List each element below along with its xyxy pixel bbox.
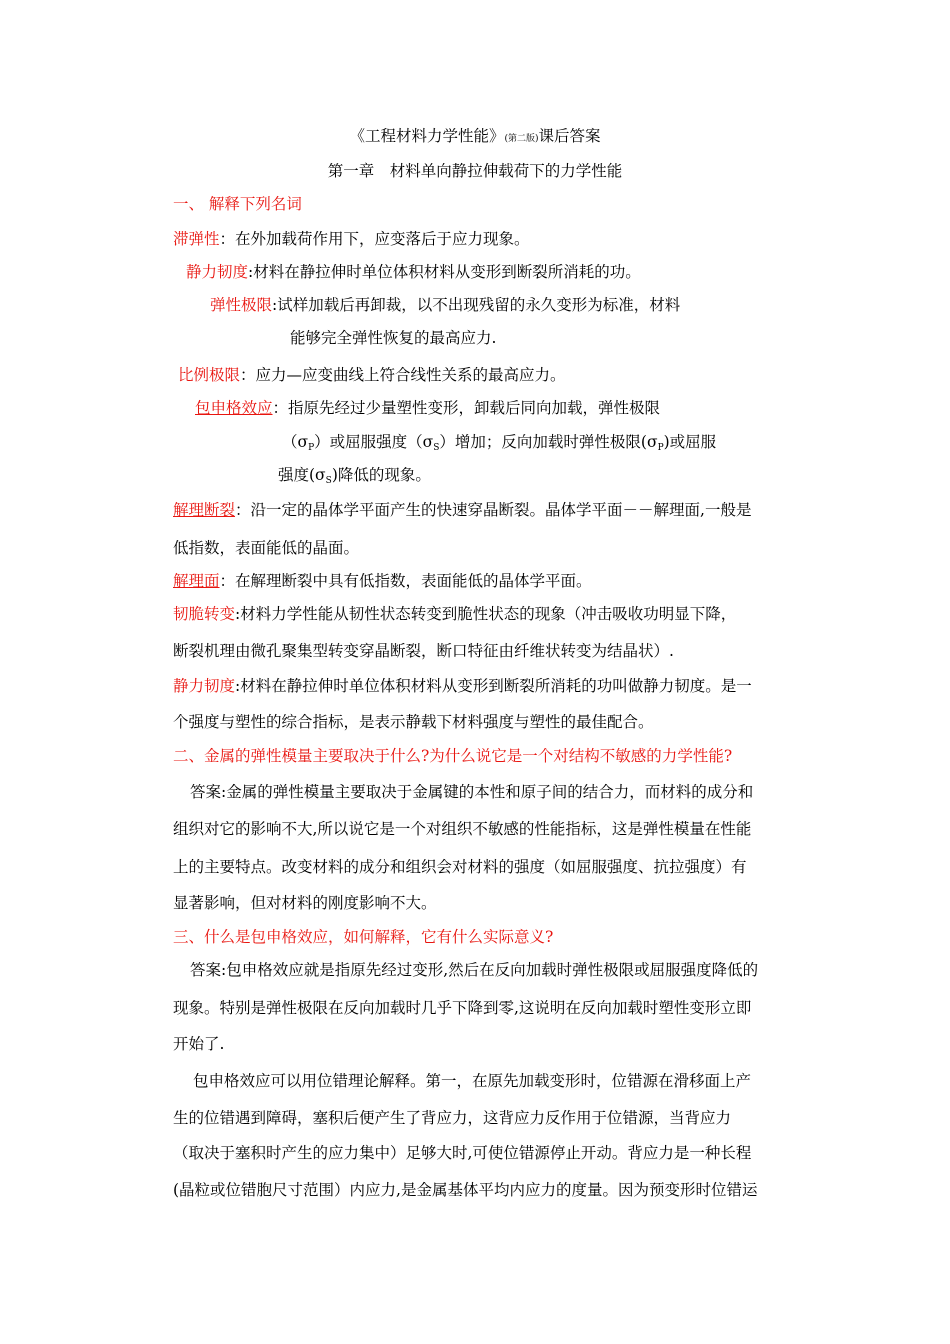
term-definition: ：在解理断裂中具有低指数，表面能低的晶体学平面。	[219, 572, 592, 590]
term-definition: ：沿一定的晶体学平面产生的快速穿晶断裂。晶体学平面－－解理面,一般是	[235, 501, 752, 519]
term-entry-4	[178, 365, 566, 385]
title-suffix: 课后答案	[538, 127, 601, 145]
term-definition: :试样加载后再卸裁，以不出现残留的永久变形为标准，材料	[272, 296, 681, 314]
answer-3-line: （取决于塞积时产生的应力集中）足够大时,可使位错源停止开动。背应力是一种长程	[173, 1144, 752, 1162]
term-entry-9	[173, 676, 752, 696]
question-heading-2: 二、金属的弹性模量主要取决于什么?为什么说它是一个对结构不敏感的力学性能?	[173, 747, 733, 765]
section-heading-1: 一、 解释下列名词	[173, 195, 302, 213]
term-definition: :材料在静拉伸时单位体积材料从变形到断裂所消耗的功叫做静力韧度。是一	[235, 677, 752, 695]
term-label: 滞弹性	[173, 230, 220, 248]
term-label: 解理断裂	[173, 501, 236, 519]
term-definition: :材料在静拉伸时单位体积材料从变形到断裂所消耗的功。	[248, 263, 641, 281]
term-label: 韧脆转变	[173, 605, 236, 623]
answer-3-line: 生的位错遇到障碍，塞积后便产生了背应力，这背应力反作用于位错源，当背应力	[173, 1109, 732, 1127]
answer-2-line: 上的主要特点。改变材料的成分和组织会对材料的强度（如屈服强度、抗拉强度）有	[173, 858, 747, 876]
term-label: 弹性极限	[210, 296, 273, 314]
term-entry-9-cont: 个强度与塑性的综合指标，是表示静载下材料强度与塑性的最佳配合。	[173, 713, 654, 731]
term-entry-2	[186, 262, 641, 282]
term-entry-5-line2: $(\sigma_P)$或屈服强度$(\sigma_S)$增加；反向加载时弹性极限$(\sigma_P)$或屈服	[282, 433, 717, 453]
term-entry-1	[173, 229, 530, 249]
title-main: 《工程材料力学性能》	[349, 127, 505, 145]
answer-3-line: (晶粒或位错胞尺寸范围）内应力,是金属基体平均内应力的度量。因为预变形时位错运	[173, 1181, 758, 1199]
term-definition: ：应力—应变曲线上符合线性关系的最高应力。	[240, 366, 566, 384]
title-edition: (第二版)	[504, 134, 539, 144]
term-definition: ：在外加载荷作用下，应变落后于应力现象。	[219, 230, 530, 248]
answer-3-line: 答案:包申格效应就是指原先经过变形,然后在反向加载时弹性极限或屈服强度降低的	[190, 961, 759, 979]
answer-3-line: 现象。特别是弹性极限在反向加载时几乎下降到零,这说明在反向加载时塑性变形立即	[173, 999, 752, 1017]
answer-2-line: 答案:金属的弹性模量主要取决于金属键的本性和原子间的结合力，而材料的成分和	[190, 783, 754, 801]
term-entry-3	[210, 295, 680, 315]
term-label: 比例极限	[178, 366, 241, 384]
chapter-title: 第一章 材料单向静拉伸载荷下的力学性能	[327, 162, 623, 180]
term-entry-5	[195, 398, 660, 418]
answer-3-line: 开始了.	[173, 1035, 225, 1053]
question-heading-3: 三、什么是包申格效应，如何解释，它有什么实际意义?	[173, 928, 554, 946]
term-entry-8-cont: 断裂机理由微孔聚集型转变穿晶断裂，断口特征由纤维状转变为结晶状）.	[173, 642, 674, 660]
answer-3-line: 包申格效应可以用位错理论解释。第一，在原先加载变形时，位错源在滑移面上产	[193, 1072, 752, 1090]
term-entry-6-cont: 低指数，表面能低的晶面。	[173, 539, 360, 557]
term-label: 静力韧度	[173, 677, 236, 695]
term-entry-5-line3: 强度$(\sigma_S)$降低的现象。	[278, 466, 431, 486]
term-entry-3-cont: 能够完全弹性恢复的最高应力.	[290, 329, 497, 347]
answer-2-line: 组织对它的影响不大,所以说它是一个对组织不敏感的性能指标，这是弹性模量在性能	[173, 820, 752, 838]
term-label: 解理面	[173, 572, 220, 590]
term-entry-8	[173, 604, 736, 624]
term-label: 静力韧度	[186, 263, 249, 281]
term-entry-7	[173, 571, 592, 591]
term-entry-6	[173, 500, 751, 520]
term-label: 包申格效应	[195, 399, 273, 417]
term-definition: ：指原先经过少量塑性变形，卸载后同向加载，弹性极限	[272, 399, 661, 417]
answer-2-line: 显著影响，但对材料的刚度影响不大。	[173, 894, 437, 912]
term-definition: :材料力学性能从韧性状态转变到脆性状态的现象（冲击吸收功明显下降，	[235, 605, 737, 623]
document-title	[0, 126, 950, 149]
